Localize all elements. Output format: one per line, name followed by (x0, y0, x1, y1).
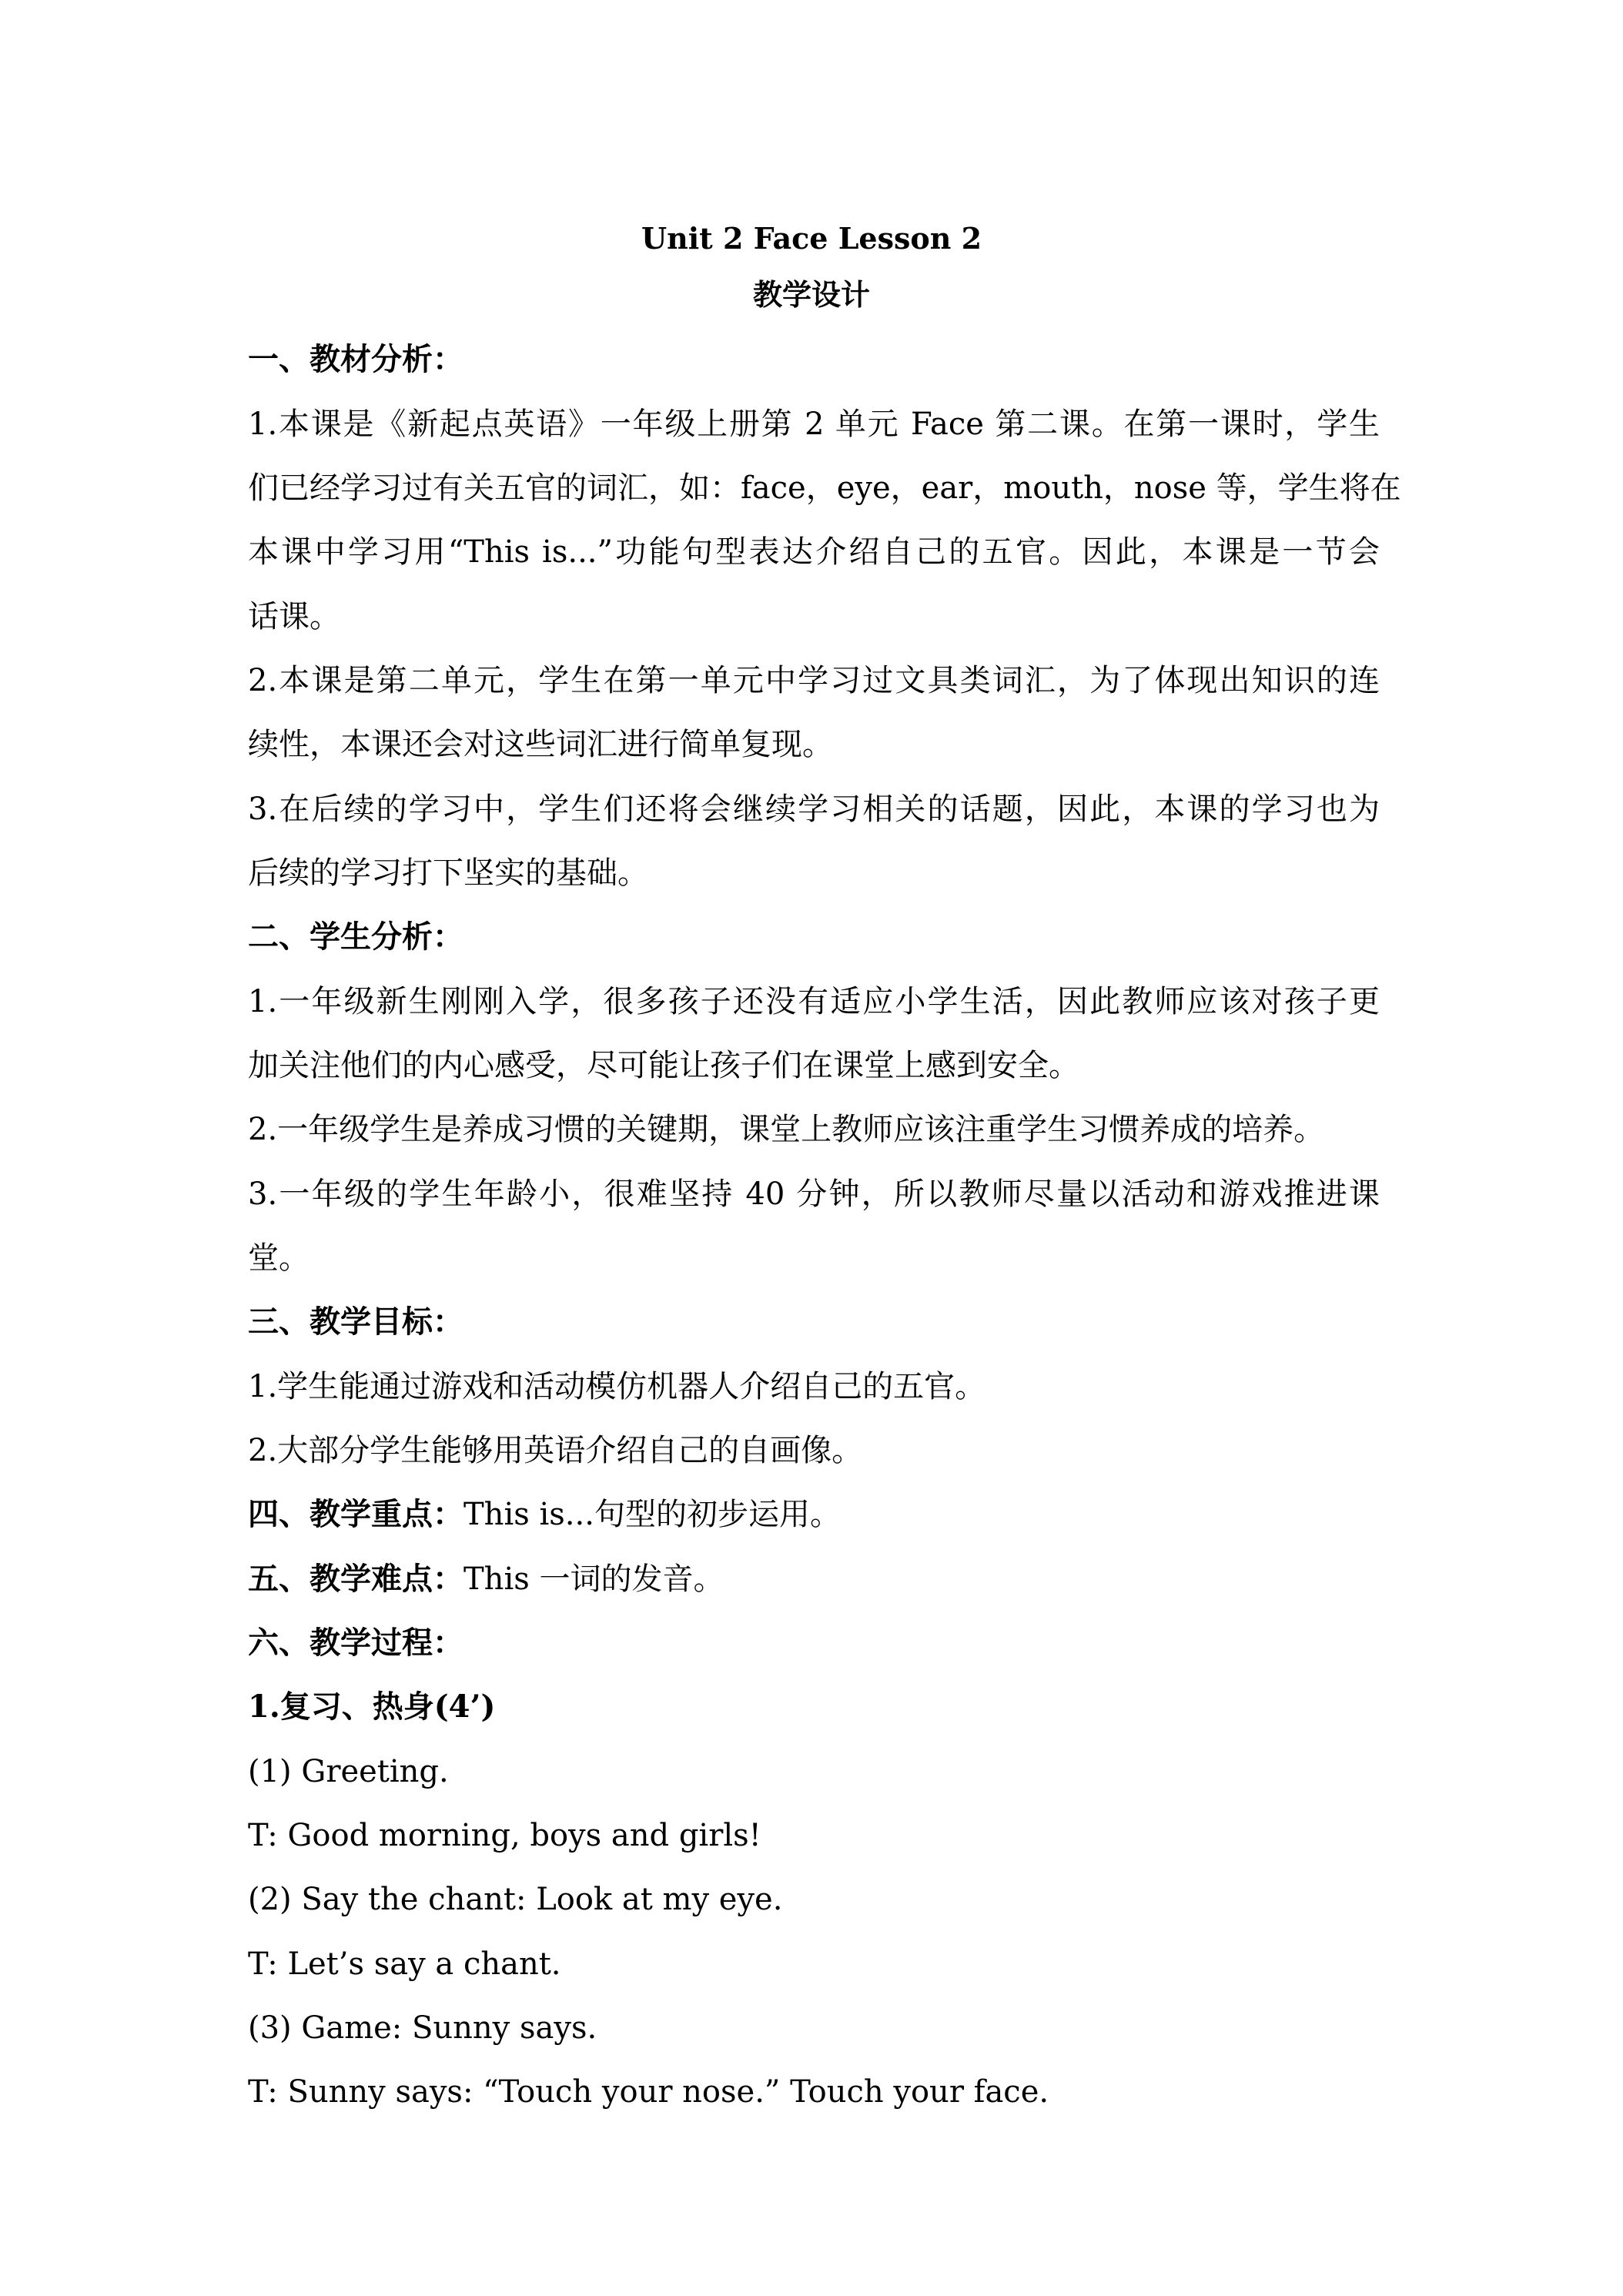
step-heading: 1.复习、热身(4’) (248, 1689, 496, 1725)
paragraph-line: 后续的学习打下坚实的基础。 (248, 855, 648, 891)
section-text: This is...句型的初步运用。 (463, 1497, 841, 1532)
document-subtitle: 教学设计 (752, 277, 870, 312)
paragraph-line: 2.大部分学生能够用英语介绍自己的自画像。 (248, 1433, 863, 1468)
section-difficult-points (248, 1560, 724, 1598)
paragraph-line: 加关注他们的内心感受，尽可能让孩子们在课堂上感到安全。 (248, 1048, 1079, 1083)
process-item: T: Good morning, boys and girls! (248, 1818, 761, 1853)
paragraph-line: 本课中学习用“This is...”功能句型表达介绍自己的五官。因此，本课是一节会 (248, 534, 1380, 570)
paragraph-line: 1.一年级新生刚刚入学，很多孩子还没有适应小学生活，因此教师应该对孩子更 (248, 984, 1380, 1019)
section-text: This 一词的发音。 (463, 1561, 724, 1597)
section-heading-teaching-process: 六、教学过程： (248, 1625, 463, 1661)
paragraph-line: 3.一年级的学生年龄小，很难坚持 40 分钟，所以教师尽量以活动和游戏推进课 (248, 1176, 1380, 1212)
process-item: T: Let’s say a chant. (248, 1946, 561, 1982)
process-item: (3) Game: Sunny says. (248, 2010, 597, 2046)
paragraph-line: 2.本课是第二单元，学生在第一单元中学习过文具类词汇，为了体现出知识的连 (248, 663, 1380, 698)
process-item: (2) Say the chant: Look at my eye. (248, 1882, 783, 1917)
document-title: Unit 2 Face Lesson 2 (641, 221, 982, 256)
section-heading-teaching-objectives: 三、教学目标： (248, 1304, 463, 1340)
section-heading-student-analysis: 二、学生分析： (248, 919, 463, 955)
paragraph-line: 堂。 (248, 1240, 310, 1276)
section-label: 四、教学重点： (248, 1496, 463, 1532)
section-key-points (248, 1495, 841, 1534)
section-label: 五、教学难点： (248, 1561, 463, 1597)
paragraph-line: 话课。 (248, 599, 340, 634)
paragraph-line: 1.本课是《新起点英语》一年级上册第 2 单元 Face 第二课。在第一课时，学生 (248, 407, 1380, 442)
section-heading-textbook-analysis: 一、教材分析： (248, 341, 463, 377)
paragraph-line: 续性，本课还会对这些词汇进行简单复现。 (248, 727, 833, 762)
process-item: (1) Greeting. (248, 1754, 449, 1789)
paragraph-line: 1.学生能通过游戏和活动模仿机器人介绍自己的五官。 (248, 1369, 986, 1404)
paragraph-line: 3.在后续的学习中，学生们还将会继续学习相关的话题，因此，本课的学习也为 (248, 792, 1380, 827)
paragraph-line: 2.一年级学生是养成习惯的关键期，课堂上教师应该注重学生习惯养成的培养。 (248, 1112, 1325, 1147)
paragraph-line: 们已经学习过有关五官的词汇，如：face，eye，ear，mouth，nose 等，学生将在 (248, 470, 1401, 506)
process-item: T: Sunny says: “Touch your nose.” Touch your face. (248, 2074, 1049, 2110)
